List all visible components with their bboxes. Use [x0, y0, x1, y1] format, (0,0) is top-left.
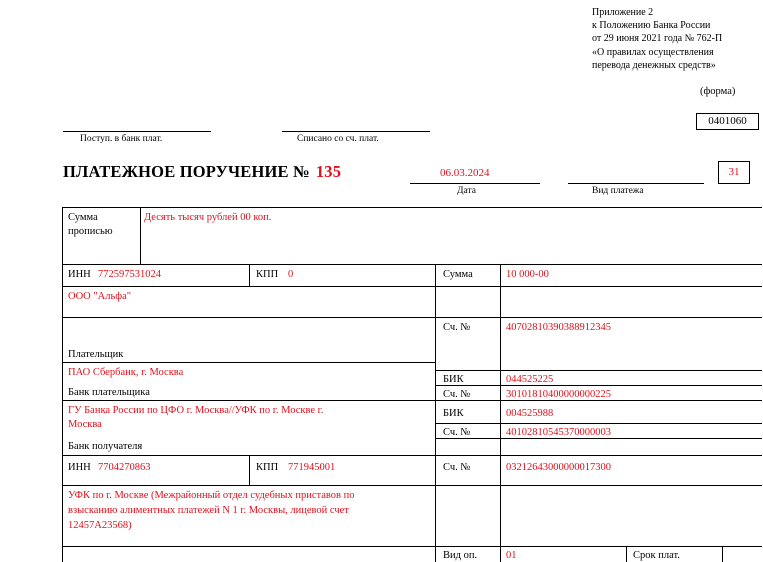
payer-kpp-label: КПП [256, 269, 279, 280]
table-rule-payee-name-bottom [62, 546, 762, 547]
priority-box: 31 [718, 161, 750, 184]
document-date-rule [410, 183, 540, 184]
payer-inn-value: 772597531024 [98, 269, 161, 280]
payer-bank-section-label: Банк плательщика [68, 387, 150, 398]
received-by-bank-label: Поступ. в банк плат. [80, 134, 163, 144]
payer-account-value: 40702810390388912345 [506, 322, 611, 333]
received-by-bank-rule [63, 131, 211, 132]
payee-bank-section-label: Банк получателя [68, 441, 143, 452]
table-rule-corr-bic-bottom [435, 423, 762, 424]
payer-bank-name-value: ПАО Сбербанк, г. Москва [68, 367, 184, 378]
payer-inn-label: ИНН [68, 269, 91, 280]
appendix-note [592, 6, 722, 72]
written-off-label: Списано со сч. плат. [297, 134, 379, 144]
payee-bank-account-value: 40102810545370000003 [506, 427, 611, 438]
form-word-label: (форма) [700, 86, 736, 97]
amount-label: Сумма [443, 269, 473, 280]
payee-name-line-2: взысканию алиментных платежей N 1 г. Москвы, лицевой счет [68, 505, 349, 516]
page-title [63, 162, 341, 182]
table-rule-right-column [435, 264, 436, 562]
document-number: 135 [315, 162, 342, 181]
payee-kpp-label: КПП [256, 462, 279, 473]
appendix-note-line-5: перевода денежных средств» [592, 59, 716, 71]
table-rule-inn-bottom [62, 286, 762, 287]
appendix-note-line-4: «О правилах осуществления [592, 46, 714, 58]
table-rule-payer-kpp-split [249, 264, 250, 286]
payee-account-label: Сч. № [443, 462, 471, 473]
table-rule-amount-words-split [140, 207, 141, 264]
table-rule-amount-words-bottom [62, 264, 762, 265]
payee-account-value: 03212643000000017300 [506, 462, 611, 473]
table-rule-right-labels [500, 264, 501, 562]
payment-term-label: Срок плат. [633, 550, 680, 561]
payer-kpp-value: 0 [288, 269, 294, 280]
table-rule-payee-bank-bottom [62, 455, 762, 456]
table-rule-payer-name-bottom [62, 317, 435, 318]
amount-in-words-label-line-1: Сумма [68, 212, 98, 223]
okud-code-box: 0401060 [696, 113, 759, 130]
written-off-rule [282, 131, 430, 132]
table-rule-term-split [626, 546, 627, 562]
table-rule-payer-acct-bottom [435, 370, 762, 371]
payer-bank-account-label: Сч. № [443, 389, 471, 400]
operation-kind-value: 01 [506, 550, 517, 561]
table-rule-term-value-split [722, 546, 723, 562]
table-rule-payee-inn-bottom [62, 485, 762, 486]
operation-kind-label: Вид оп. [443, 550, 478, 561]
table-rule-left-edge [62, 207, 63, 562]
payer-bank-account-value: 30101810400000000225 [506, 389, 611, 400]
payee-bank-bic-value: 004525988 [506, 408, 554, 419]
payer-section-label: Плательщик [68, 349, 124, 360]
amount-in-words-label-line-2: прописью [68, 226, 113, 237]
table-rule-amount-bottom [435, 317, 762, 318]
payee-inn-label: ИНН [68, 462, 91, 473]
appendix-note-line-3: от 29 июня 2021 года № 762-П [592, 33, 723, 45]
table-rule-payee-kpp-split [249, 455, 250, 485]
document-date-label: Дата [457, 186, 476, 196]
document-date-value: 06.03.2024 [440, 167, 490, 179]
payer-bank-bic-value: 044525225 [506, 374, 554, 385]
payer-account-label: Сч. № [443, 322, 471, 333]
appendix-note-line-1: Приложение 2 [592, 7, 654, 18]
table-rule-payer-section-bottom [62, 362, 435, 363]
payee-bank-name-line-1: ГУ Банка России по ЦФО г. Москва//УФК по г. Москве г. [68, 405, 324, 416]
payer-name-value: ООО "Альфа" [68, 291, 132, 302]
payee-kpp-value: 771945001 [288, 462, 336, 473]
payee-name-line-3: 12457А23568) [68, 520, 132, 531]
table-rule-bic-bottom [435, 385, 762, 386]
payee-bank-name-line-2: Москва [68, 419, 102, 430]
amount-in-words-value: Десять тысяч рублей 00 коп. [144, 212, 272, 223]
payment-kind-rule [568, 183, 704, 184]
payment-order-table [62, 207, 762, 562]
payee-bank-bic-label: БИК [443, 408, 464, 419]
payee-name-line-1: УФК по г. Москве (Межрайонный отдел судебных приставов по [68, 490, 355, 501]
appendix-note-line-2: к Положению Банка России [592, 20, 711, 32]
payer-bank-bic-label: БИК [443, 374, 464, 385]
table-rule-top [62, 207, 762, 208]
payment-kind-label: Вид платежа [592, 186, 644, 196]
amount-value: 10 000-00 [506, 269, 549, 280]
amount-in-words-label [68, 211, 113, 239]
page-title-text: ПЛАТЕЖНОЕ ПОРУЧЕНИЕ № [63, 162, 310, 181]
payee-bank-account-label: Сч. № [443, 427, 471, 438]
payee-inn-value: 7704270863 [98, 462, 151, 473]
table-rule-payer-bank-bottom [62, 400, 762, 401]
